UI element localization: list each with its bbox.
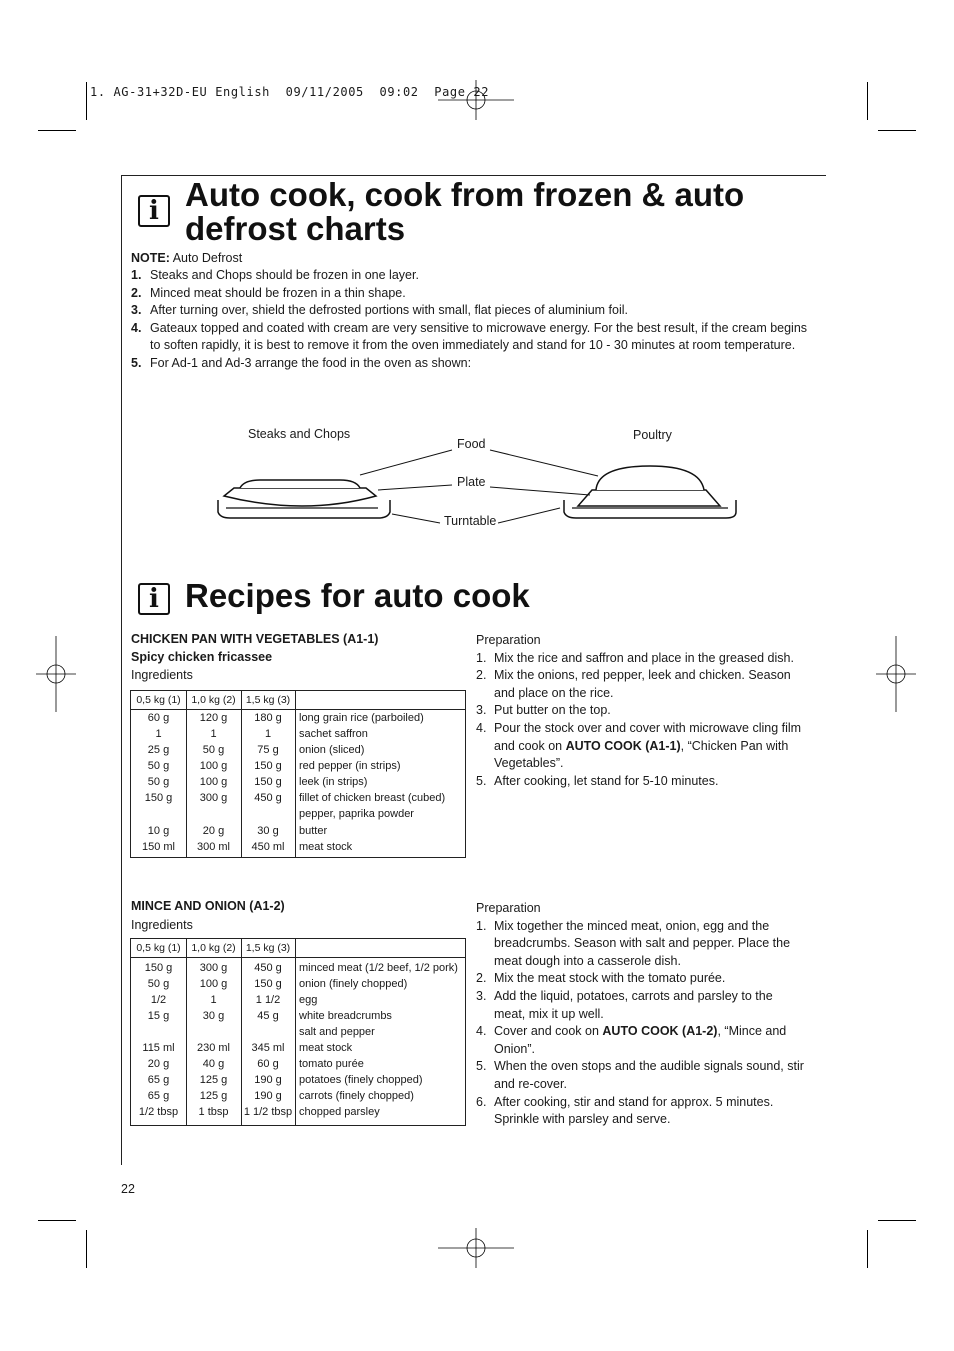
info-icon: i: [138, 583, 170, 615]
ingredients-label: Ingredients: [131, 918, 193, 932]
diagram-label-turntable: Turntable: [444, 514, 497, 528]
list-item: 4. Pour the stock over and cover with microwave cling film and cook on AUTO COOK (A1-1), “Chicken Pan with Vegetables”.: [476, 720, 802, 771]
registration-target-bottom: [436, 1228, 516, 1268]
list-item: 3. Put butter on the top.: [476, 703, 611, 718]
table-row: 10 g 20 g 30 g butter: [147, 825, 328, 837]
preparation-block: [476, 632, 806, 790]
table-row: 150 ml 300 ml 450 ml meat stock: [141, 841, 353, 853]
table-row: 50 g 100 g 150 g leek (in strips): [147, 776, 368, 788]
registration-target-left: [36, 636, 76, 712]
ingredients-label: Ingredients: [131, 668, 193, 682]
crop-mark: [86, 82, 87, 120]
ingredients-table: [130, 690, 466, 858]
column-header: 1,0 kg (2): [191, 942, 236, 954]
preparation-steps: [476, 650, 806, 791]
list-item: 2. Minced meat should be frozen in a thin shape.: [131, 285, 406, 300]
table-row: 60 g 120 g 180 g long grain rice (parboiled): [147, 712, 424, 724]
info-icon: i: [138, 195, 170, 227]
diagram-label-steaks: Steaks and Chops: [248, 427, 351, 441]
crop-mark: [878, 130, 916, 131]
crop-mark: [867, 82, 868, 120]
crop-mark: [86, 1230, 87, 1268]
crop-mark: [38, 130, 76, 131]
column-header: 0,5 kg (1): [136, 942, 181, 954]
note-heading: [131, 250, 242, 268]
list-item: 6. After cooking, stir and stand for approx. 5 minutes. Sprinkle with parsley and serve.: [476, 1094, 774, 1127]
list-item: 5. After cooking, let stand for 5-10 minutes.: [476, 773, 719, 788]
list-item: 1. Mix the rice and saffron and place in the greased dish.: [476, 650, 794, 665]
table-row: 50 g 100 g 150 g onion (finely chopped): [147, 978, 408, 990]
table-row: 1/2 1 1 1/2 egg: [150, 994, 318, 1006]
list-item: 5. When the oven stops and the audible signals sound, stir and re-cover.: [476, 1059, 804, 1091]
note-text: Auto Defrost: [172, 251, 243, 265]
list-item: 2. Mix the meat stock with the tomato purée.: [476, 971, 726, 986]
column-header: 0,5 kg (1): [136, 694, 181, 706]
table-row: 65 g 125 g 190 g potatoes (finely chopped): [147, 1074, 423, 1086]
arrangement-diagram: [200, 440, 760, 540]
table-row: 50 g 100 g 150 g red pepper (in strips): [147, 760, 401, 772]
list-item: 4. Cover and cook on AUTO COOK (A1-2), “Mince and Onion”.: [476, 1024, 787, 1056]
note-label: NOTE:: [131, 251, 170, 265]
list-item: 5. For Ad-1 and Ad-3 arrange the food in the oven as shown:: [131, 355, 472, 370]
steaks-illustration: [218, 480, 390, 518]
list-item: 4. Gateaux topped and coated with cream are very sensitive to microwave energy. For the best result, if the cream begins to soften rapidly, it is best to remove it from the oven immediately and stand for 10 - 30 minutes at room temperature.: [131, 320, 808, 353]
crop-mark: [878, 1220, 916, 1221]
ingredients-table: [130, 938, 466, 1126]
preparation-label: Preparation: [476, 633, 541, 647]
recipe-title: MINCE AND ONION (A1-2): [131, 899, 285, 913]
crop-mark: [38, 1220, 76, 1221]
registration-target-right: [876, 636, 916, 712]
table-row: 150 g 300 g 450 g fillet of chicken breast (cubed): [144, 792, 446, 804]
list-item: 1. Mix together the minced meat, onion, egg and the breadcrumbs. Season with salt and pepper. Place the meat dough into a casserole dish.: [476, 918, 791, 968]
recipe-subtitle: Spicy chicken fricassee: [131, 650, 273, 664]
print-slug: 1. AG-31+32D-EU English 09/11/2005 09:02 Page 22: [90, 85, 490, 99]
column-header: 1,0 kg (2): [191, 694, 236, 706]
table-row: 115 ml 230 ml 345 ml meat stock: [142, 1042, 353, 1054]
table-row: 20 g 40 g 60 g tomato purée: [147, 1058, 364, 1070]
table-row: pepper, paprika powder: [299, 808, 414, 820]
preparation-label: Preparation: [476, 901, 541, 915]
table-row: salt and pepper: [299, 1026, 375, 1038]
table-row: 65 g 125 g 190 g carrots (finely chopped): [147, 1090, 414, 1102]
table-row: 25 g 50 g 75 g onion (sliced): [147, 744, 365, 756]
recipe-title: CHICKEN PAN WITH VEGETABLES (A1-1): [131, 632, 379, 646]
section-title-recipes: Recipes for auto cook: [185, 577, 530, 614]
crop-mark: [867, 1230, 868, 1268]
preparation-block: [476, 900, 806, 1129]
note-list: [131, 267, 811, 373]
column-header: 1,5 kg (3): [245, 942, 291, 954]
list-item: 3. Add the liquid, potatoes, carrots and parsley to the meat, mix it up well.: [476, 988, 773, 1021]
diagram-label-poultry: Poultry: [633, 428, 672, 442]
diagram-label-plate: Plate: [457, 475, 486, 489]
list-item: 3. After turning over, shield the defrosted portions with small, flat pieces of aluminium foil.: [131, 303, 629, 318]
page-number: 22: [121, 1182, 135, 1196]
diagram-label-food: Food: [457, 437, 486, 451]
frame-left-rule: [121, 175, 122, 1165]
table-row: 1 1 1 sachet saffron: [155, 728, 368, 740]
list-item: 1. Steaks and Chops should be frozen in one layer.: [131, 268, 419, 282]
list-item: 2. Mix the onions, red pepper, leek and chicken. Season and place on the rice.: [476, 668, 791, 700]
column-header: 1,5 kg (3): [245, 694, 291, 706]
table-row: 150 g 300 g 450 g minced meat (1/2 beef, 1/2 pork): [144, 962, 458, 974]
table-row: 1/2 tbsp 1 tbsp 1 1/2 tbsp chopped parsley: [138, 1106, 380, 1118]
page-title: Auto cook, cook from frozen & auto defrost charts: [185, 176, 745, 247]
table-row: 15 g 30 g 45 g white breadcrumbs: [147, 1010, 392, 1022]
preparation-steps: [476, 918, 806, 1129]
